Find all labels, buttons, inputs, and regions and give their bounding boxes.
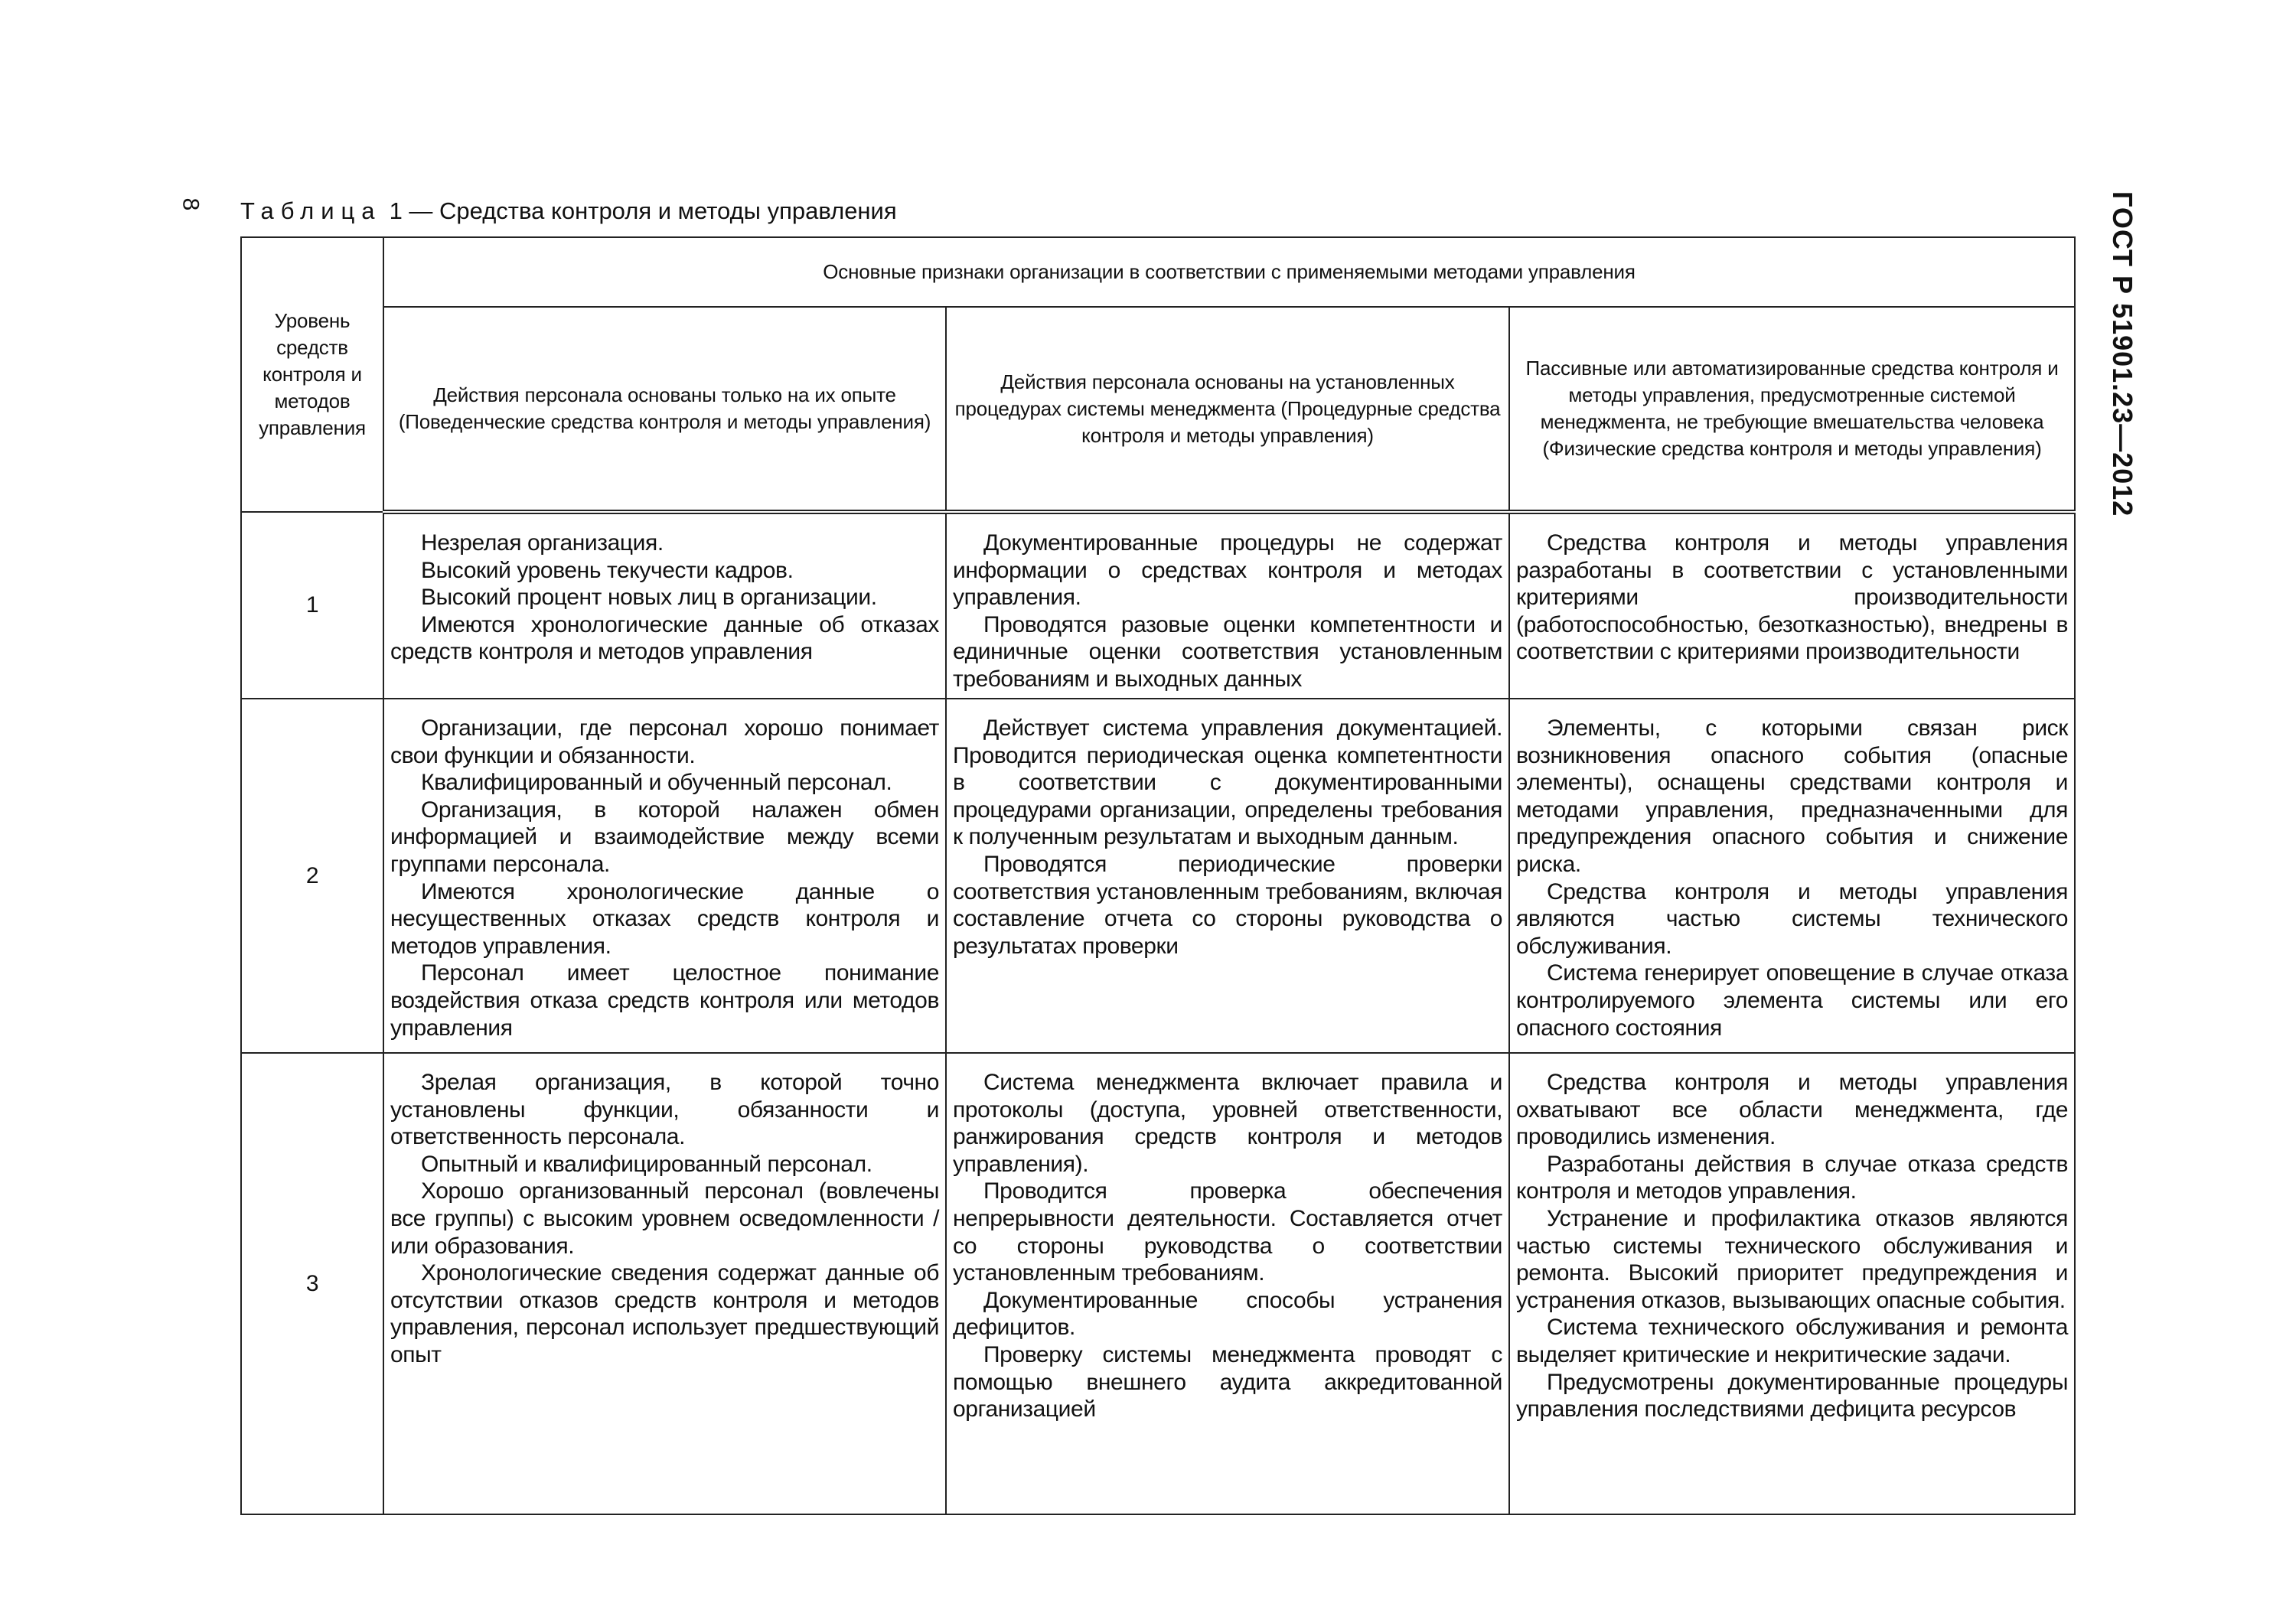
- cell-paragraph: Имеются хронологические данные о несущественных отказах средств контроля и методов управления.: [390, 878, 939, 959]
- cell-paragraph: Высокий процент новых лиц в организации.: [421, 585, 877, 611]
- cell-paragraph: Средства контроля и методы управления являются частью системы технического обслуживания.: [1516, 878, 2068, 959]
- table-row: [241, 699, 2075, 1053]
- cell: [1509, 512, 2075, 699]
- level-cell: 1: [241, 512, 383, 699]
- cell-paragraph: Имеются хронологические данные об отказах средств контроля и методов управления: [390, 611, 939, 665]
- cell: [1509, 699, 2075, 1053]
- cell: [383, 512, 946, 699]
- cell: [383, 1053, 946, 1514]
- cell: [383, 699, 946, 1053]
- level-cell: 3: [241, 1053, 383, 1514]
- cell-paragraph: Незрелая организация.: [421, 530, 664, 556]
- controls-table: [240, 236, 2076, 1515]
- cell-paragraph: Проводятся периодические проверки соответствия установленным требованиям, включая составление отчета со стороны руководства о результатах проверки: [953, 851, 1502, 959]
- table-title: [240, 197, 897, 225]
- cell-paragraph: Опытный и квалифицированный персонал.: [421, 1151, 872, 1177]
- cell-paragraph: Проводится проверка обеспечения непрерывности деятельности. Составляется отчет со стороны руководства о соответствии установленным требованиям.: [953, 1178, 1502, 1286]
- group-header: Основные признаки организации в соответствии с применяемыми методами управления: [383, 237, 2075, 307]
- cell-paragraph: Хронологические сведения содержат данные об отсутствии отказов средств контроля и методов управления, персонал использует предшествующий опыт: [390, 1260, 939, 1367]
- table-row: [241, 512, 2075, 699]
- table-title-text: 1 — Средства контроля и методы управления: [389, 197, 897, 224]
- cell-paragraph: Хорошо организованный персонал (вовлечены все группы) с высоким уровнем осведомленности /или образования.: [390, 1178, 939, 1259]
- cell-paragraph: Организации, где персонал хорошо понимает свои функции и обязанности.: [390, 715, 939, 768]
- cell: [946, 512, 1509, 699]
- cell-paragraph: Средства контроля и методы управления разработаны в соответствии с установленными критериями производительности (работоспособностью, безотказностью), внедрены в соответствии с критериями производительности: [1516, 530, 2068, 665]
- column-header-physical: Пассивные или автоматизированные средства контроля и методы управления, предусмотренные системой менеджмента, не требующие вмешательства человека (Физические средства контроля и методы управления): [1509, 307, 2075, 512]
- cell-paragraph: Предусмотрены документированные процедуры управления последствиями дефицита ресурсов: [1516, 1369, 2068, 1423]
- cell-paragraph: Разработаны действия в случае отказа средств контроля и методов управления.: [1516, 1151, 2068, 1204]
- table-label: Таблица: [240, 197, 382, 224]
- cell-paragraph: Высокий уровень текучести кадров.: [421, 557, 794, 583]
- cell-paragraph: Зрелая организация, в которой точно установлены функции, обязанности и ответственность персонала.: [390, 1070, 939, 1150]
- cell-paragraph: Организация, в которой налажен обмен информацией и взаимодействие между всеми группами персонала.: [390, 797, 939, 877]
- cell-paragraph: Система менеджмента включает правила и протоколы (доступа, уровней ответственности, ранжирования средств контроля и методов управления).: [953, 1070, 1502, 1177]
- level-header: Уровень средств контроля и методов управления: [241, 237, 383, 512]
- page-number: 8: [178, 197, 204, 211]
- cell-paragraph: Устранение и профилактика отказов являются частью системы технического обслуживания и ремонта. Высокий приоритет предупреждения и устранения отказов, вызывающих опасные события.: [1516, 1205, 2068, 1313]
- cell-paragraph: Действует система управления документацией. Проводится периодическая оценка компетентности в соответствии с документированными процедурами организации, определены требования к полученным результатам и выходным данным.: [953, 715, 1502, 850]
- cell-paragraph: Квалифицированный и обученный персонал.: [421, 770, 892, 796]
- table-row: [241, 1053, 2075, 1514]
- cell-paragraph: Элементы, с которыми связан риск возникновения опасного события (опасные элементы), оснащены средствами контроля и методами управления, предназначенными для предупреждения опасного события и снижение риска.: [1516, 715, 2068, 877]
- cell-paragraph: Система генерирует оповещение в случае отказа контролируемого элемента системы или его опасного состояния: [1516, 960, 2068, 1041]
- cell: [946, 699, 1509, 1053]
- standard-id: ГОСТ Р 51901.23—2012: [2107, 191, 2138, 517]
- cell-paragraph: Документированные процедуры не содержат информации о средствах контроля и методах управления.: [953, 530, 1502, 611]
- cell-paragraph: Средства контроля и методы управления охватывают все области менеджмента, где проводились изменения.: [1516, 1070, 2068, 1150]
- cell: [1509, 1053, 2075, 1514]
- cell-paragraph: Проверку системы менеджмента проводят с помощью внешнего аудита аккредитованной организацией: [953, 1341, 1502, 1423]
- cell-paragraph: Проводятся разовые оценки компетентности и единичные оценки соответствия установленным требованиям и выходных данных: [953, 611, 1502, 692]
- cell-paragraph: Персонал имеет целостное понимание воздействия отказа средств контроля или методов управления: [390, 960, 939, 1041]
- cell-paragraph: Документированные способы устранения дефицитов.: [953, 1287, 1502, 1341]
- level-cell: 2: [241, 699, 383, 1053]
- cell: [946, 1053, 1509, 1514]
- cell-paragraph: Система технического обслуживания и ремонта выделяет критические и некритические задачи.: [1516, 1315, 2068, 1367]
- column-header-behavioral: Действия персонала основаны только на их опыте (Поведенческие средства контроля и методы управления): [383, 307, 946, 512]
- column-header-procedural: Действия персонала основаны на установленных процедурах системы менеджмента (Процедурные средства контроля и методы управления): [946, 307, 1509, 512]
